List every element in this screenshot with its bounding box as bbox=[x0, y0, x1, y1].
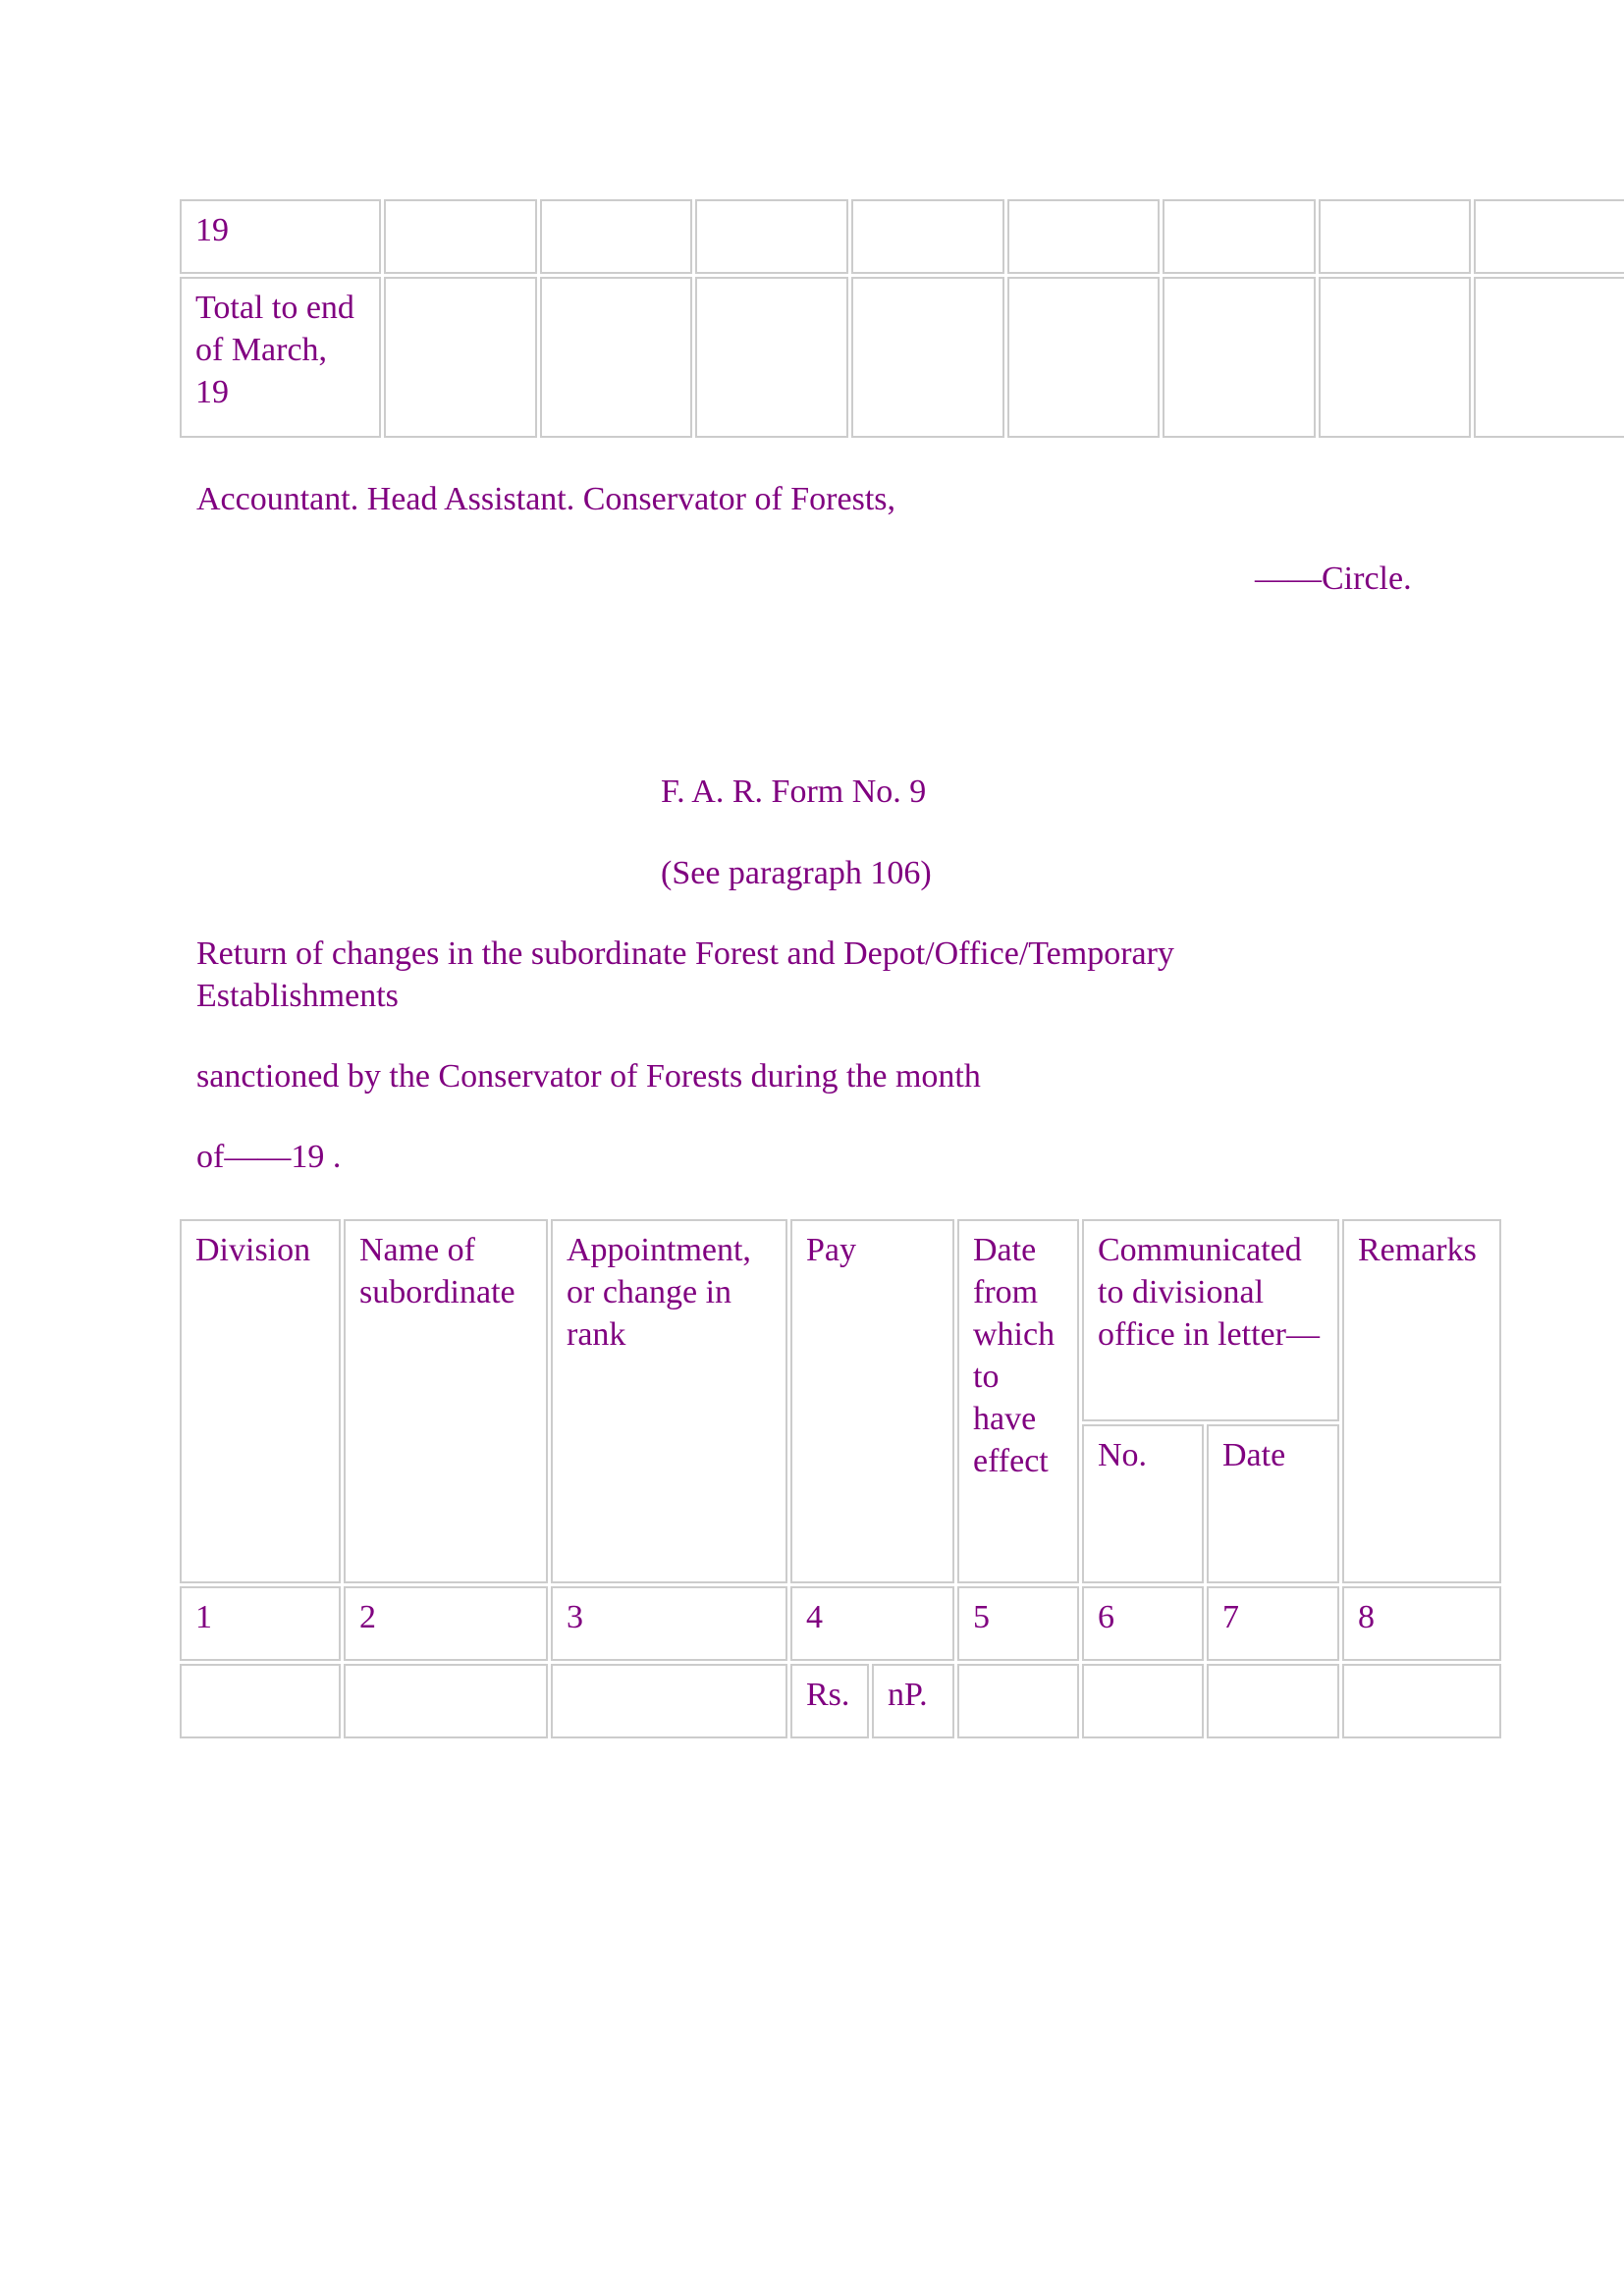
entry-row bbox=[180, 1664, 1501, 1738]
header-communicated: Communicated to divisional office in letter— bbox=[1082, 1219, 1339, 1421]
table-cell bbox=[540, 277, 693, 438]
table-cell bbox=[1163, 277, 1316, 438]
table-cell bbox=[1319, 277, 1472, 438]
pay-rs-cell: Rs. bbox=[790, 1664, 869, 1738]
table-cell bbox=[384, 277, 537, 438]
table-cell bbox=[1319, 199, 1472, 274]
header-date-effect: Date from which to have effect bbox=[957, 1219, 1079, 1583]
total-label-cell: Total to end of March, 19 bbox=[180, 277, 381, 438]
table-cell bbox=[384, 199, 537, 274]
column-number: 1 bbox=[180, 1586, 341, 1661]
column-number: 4 bbox=[790, 1586, 954, 1661]
table-cell bbox=[1207, 1664, 1339, 1738]
table-cell bbox=[551, 1664, 787, 1738]
form-reference: (See paragraph 106) bbox=[661, 855, 932, 891]
table-cell bbox=[957, 1664, 1079, 1738]
pay-np-cell: nP. bbox=[872, 1664, 954, 1738]
table-cell bbox=[1082, 1664, 1204, 1738]
table-cell bbox=[1163, 199, 1316, 274]
form-table bbox=[177, 1216, 1504, 1741]
table-cell bbox=[695, 199, 848, 274]
table-cell bbox=[180, 1664, 341, 1738]
header-remarks: Remarks bbox=[1342, 1219, 1501, 1583]
table-row bbox=[180, 199, 1624, 274]
column-number: 8 bbox=[1342, 1586, 1501, 1661]
column-number: 3 bbox=[551, 1586, 787, 1661]
year-cell: 19 bbox=[180, 199, 381, 274]
form-title: F. A. R. Form No. 9 bbox=[661, 774, 927, 810]
header-division: Division bbox=[180, 1219, 341, 1583]
table-cell bbox=[1007, 199, 1161, 274]
header-no: No. bbox=[1082, 1424, 1204, 1583]
table-cell bbox=[851, 277, 1004, 438]
header-date: Date bbox=[1207, 1424, 1339, 1583]
column-number: 2 bbox=[344, 1586, 548, 1661]
header-row bbox=[180, 1219, 1501, 1421]
table-cell bbox=[695, 277, 848, 438]
sanction-line: sanctioned by the Conservator of Forests during the month bbox=[196, 1058, 981, 1095]
table-cell bbox=[1474, 199, 1624, 274]
column-number: 7 bbox=[1207, 1586, 1339, 1661]
continuation-table bbox=[177, 196, 1624, 441]
header-appointment: Appointment, or change in rank bbox=[551, 1219, 787, 1583]
column-number: 5 bbox=[957, 1586, 1079, 1661]
return-description: Return of changes in the subordinate Forest and Depot/Office/Temporary Establishments bbox=[196, 935, 1174, 1014]
circle-line: ——Circle. bbox=[1255, 561, 1412, 597]
table-row bbox=[180, 277, 1624, 438]
month-line: of——19 . bbox=[196, 1139, 342, 1175]
table-cell bbox=[1342, 1664, 1501, 1738]
column-number: 6 bbox=[1082, 1586, 1204, 1661]
table-cell bbox=[344, 1664, 548, 1738]
table-cell bbox=[1474, 277, 1624, 438]
table-cell bbox=[540, 199, 693, 274]
header-name: Name of subordinate bbox=[344, 1219, 548, 1583]
signature-line: Accountant. Head Assistant. Conservator of Forests, bbox=[196, 481, 895, 517]
header-pay: Pay bbox=[790, 1219, 954, 1583]
table-cell bbox=[1007, 277, 1161, 438]
table-cell bbox=[851, 199, 1004, 274]
column-number-row bbox=[180, 1586, 1501, 1661]
